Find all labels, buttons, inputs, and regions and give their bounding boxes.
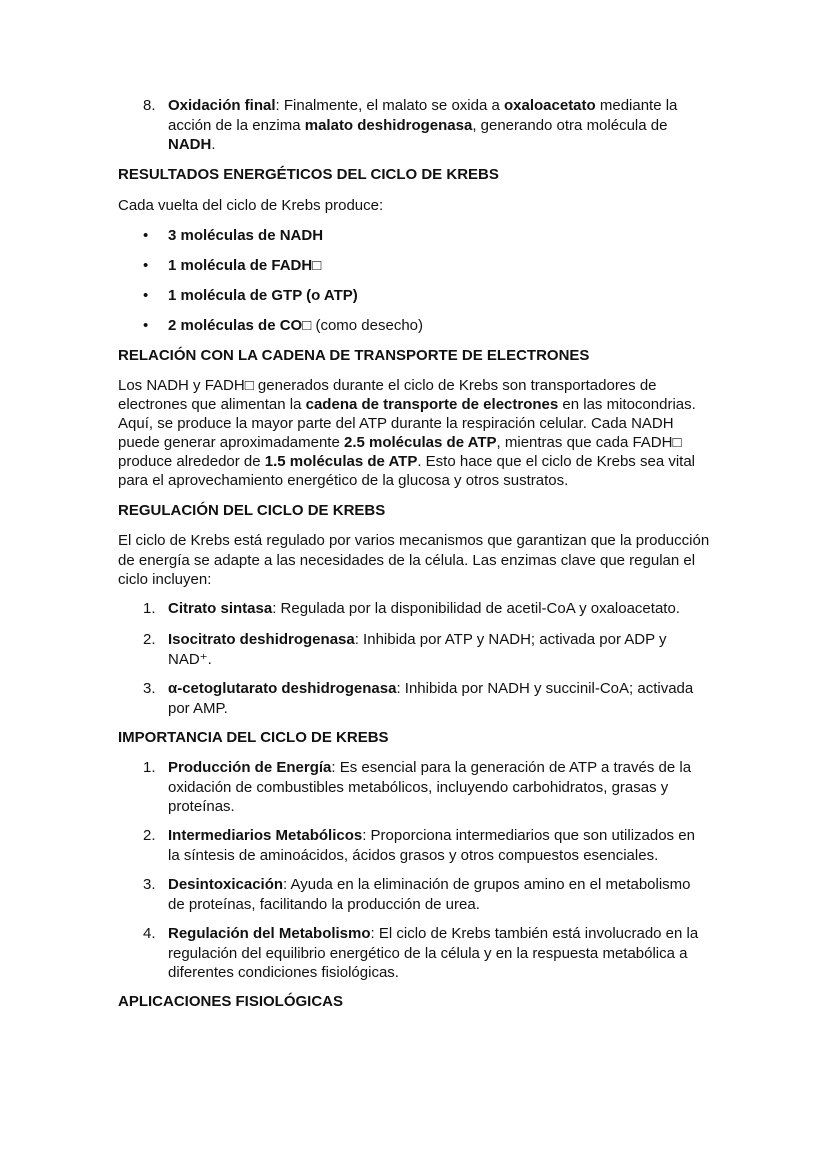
bold-text: NADH [168, 136, 212, 153]
bullet-text [168, 226, 703, 246]
list-number: 3. [143, 876, 156, 893]
text-run: : Finalmente, el malato se oxida a [275, 97, 504, 114]
bold-text: Intermediarios Metabólicos [168, 827, 363, 844]
text-run: . Esto hace que el ciclo de Krebs sea vital para el aprovechamiento energético de la glucosa y otros sustratos. [118, 453, 695, 490]
list-item-text [168, 758, 703, 817]
list-item [143, 826, 703, 865]
paragraph-relacion [118, 376, 718, 491]
bullet-text [168, 286, 703, 306]
section-heading-aplicaciones: APLICACIONES FISIOLÓGICAS [118, 993, 344, 1010]
list-item-text [168, 599, 703, 619]
bullet-item [143, 226, 703, 246]
paragraph-resultados-intro: Cada vuelta del ciclo de Krebs produce: [118, 197, 384, 214]
bullet-item [143, 256, 703, 276]
bold-text: 2 moléculas de CO□ [168, 317, 312, 334]
bold-text: 3 moléculas de NADH [168, 227, 324, 244]
section-heading-regulacion: REGULACIÓN DEL CICLO DE KREBS [118, 502, 386, 519]
bold-text: 1.5 moléculas de ATP [264, 453, 418, 471]
bold-text: Producción de Energía [168, 759, 332, 776]
bold-text: α-cetoglutarato deshidrogenasa [168, 680, 397, 697]
bullet-text [168, 256, 703, 276]
bold-text: 1 molécula de FADH□ [168, 257, 322, 274]
list-item [143, 630, 703, 669]
bullet-marker: • [143, 257, 149, 274]
list-item-text [168, 875, 703, 914]
bold-text: Desintoxicación [168, 876, 284, 893]
section-heading-importancia: IMPORTANCIA DEL CICLO DE KREBS [118, 729, 389, 746]
list-number: 1. [143, 600, 156, 617]
text-run: . [211, 136, 216, 153]
text-run: : Es esencial para la generación de ATP a través de la oxidación de combustibles metabólicos, incluyendo carbohidratos, grasas y proteínas. [168, 759, 692, 815]
list-item-text [168, 630, 703, 669]
section-heading-resultados: RESULTADOS ENERGÉTICOS DEL CICLO DE KREBS [118, 166, 499, 183]
list-item-text [168, 679, 703, 718]
bold-text: 2.5 moléculas de ATP [343, 434, 497, 452]
text-run: , mientras que cada FADH□ produce alrededor de [118, 434, 682, 471]
text-run: , generando otra molécula de [472, 116, 668, 134]
bold-text: malato deshidrogenasa [304, 116, 473, 134]
bold-text: cadena de transporte de electrones [305, 396, 559, 414]
paragraph-regulacion-intro: El ciclo de Krebs está regulado por varios mecanismos que garantizan que la producción de energía se adapte a las necesidades de la célula. Las enzimas clave que regulan el ciclo incluyen: [118, 532, 710, 588]
list-number: 2. [143, 631, 156, 648]
list-item [143, 875, 703, 914]
bold-text: Isocitrato deshidrogenasa [168, 631, 355, 648]
bold-text: oxaloacetato [503, 97, 596, 114]
bold-text: Oxidación final [168, 97, 276, 114]
list-item-text [168, 826, 703, 865]
text-run: en las mitocondrias. Aquí, se produce la mayor parte del ATP durante la respiración celular. Cada NADH puede generar aproximadamente [118, 396, 696, 452]
text-run: Los NADH y FADH□ generados durante el ciclo de Krebs son transportadores de electrones que alimentan la [118, 377, 657, 414]
list-number: 1. [143, 759, 156, 776]
bold-text: Citrato sintasa [168, 600, 273, 617]
list-item [143, 599, 703, 619]
bullet-marker: • [143, 287, 149, 304]
list-number: 4. [143, 925, 156, 942]
text-run: mediante la acción de la enzima [168, 97, 678, 134]
bold-text: Regulación del Metabolismo [168, 925, 371, 942]
list-item [143, 758, 703, 817]
list-number: 2. [143, 827, 156, 844]
list-item [143, 924, 703, 983]
section-heading-relacion: RELACIÓN CON LA CADENA DE TRANSPORTE DE ELECTRONES [118, 347, 590, 364]
bullet-text [168, 316, 703, 336]
text-run: : Regulada por la disponibilidad de acetil-CoA y oxaloacetato. [272, 600, 680, 617]
bullet-item [143, 286, 703, 306]
text-run: : Inhibida por ATP y NADH; activada por ADP y NAD⁺. [168, 631, 667, 668]
bullet-marker: • [143, 227, 149, 244]
list-item-oxidacion-final [143, 96, 703, 155]
text-run: : Ayuda en la eliminación de grupos amino en el metabolismo de proteínas, facilitando la producción de urea. [168, 876, 691, 913]
list-item [143, 679, 703, 718]
text-run: : Proporciona intermediarios que son utilizados en la síntesis de aminoácidos, ácidos grasos y otros compuestos esenciales. [168, 827, 695, 864]
bullet-item [143, 316, 703, 336]
list-number: 3. [143, 680, 156, 697]
text-run: : Inhibida por NADH y succinil-CoA; activada por AMP. [168, 680, 694, 717]
text-run: : El ciclo de Krebs también está involucrado en la regulación del equilibrio energético de la célula y en la respuesta metabólica a diferentes condiciones fisiológicas. [168, 925, 699, 981]
bold-text: 1 molécula de GTP (o ATP) [168, 287, 358, 304]
list-item-text [168, 924, 703, 983]
text-run: (como desecho) [311, 317, 423, 334]
list-number: 8. [143, 97, 156, 114]
bullet-marker: • [143, 317, 149, 334]
list-item-text [168, 96, 703, 155]
